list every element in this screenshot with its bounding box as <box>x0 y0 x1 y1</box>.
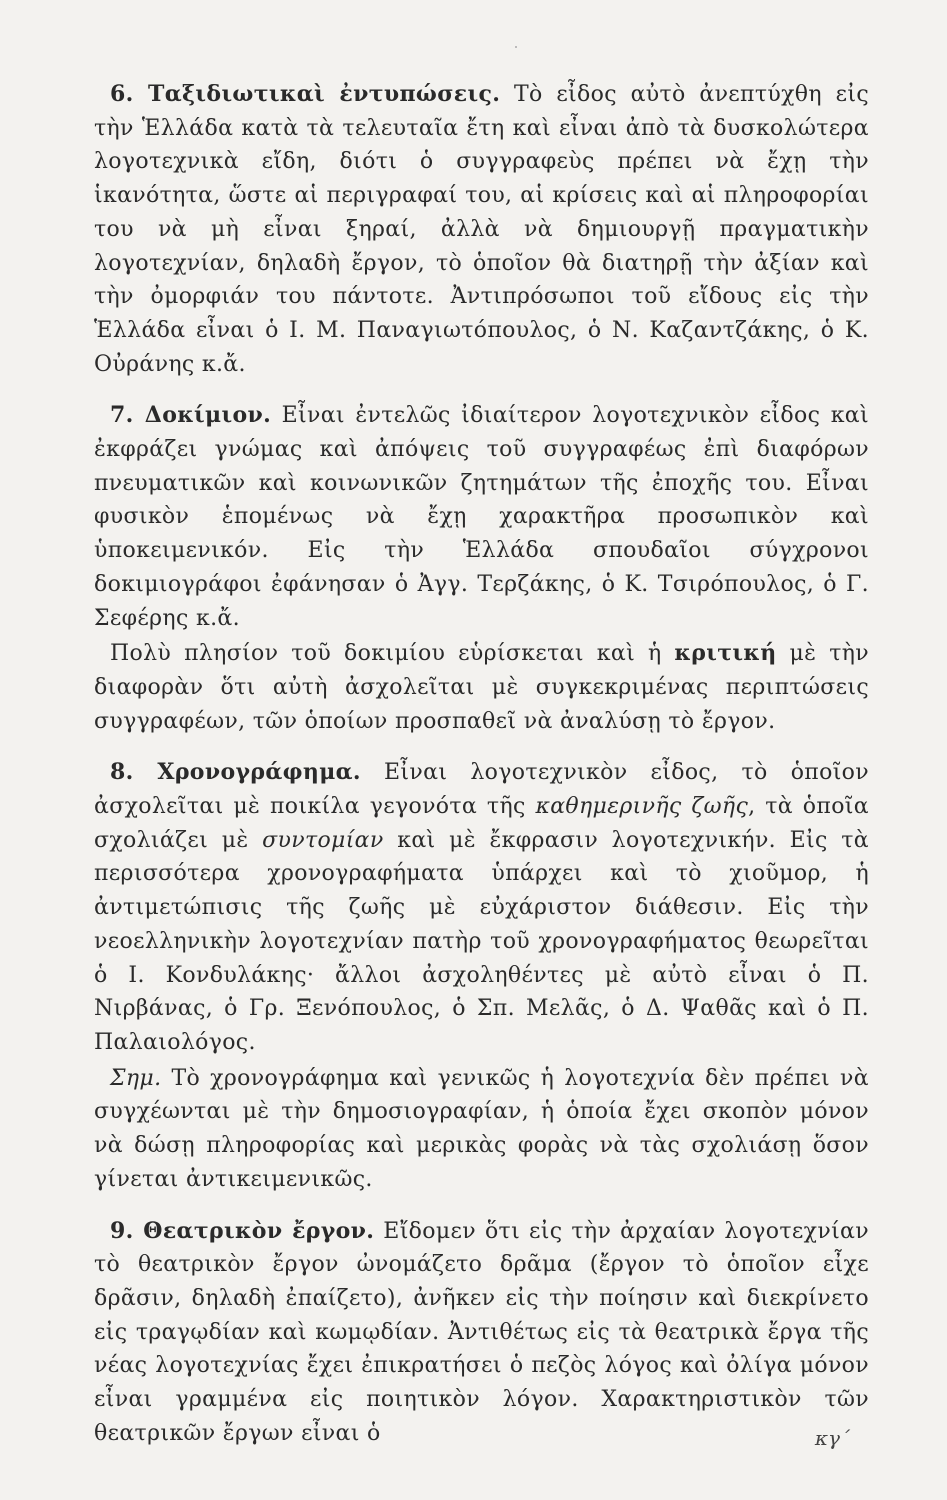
section-7-text: Εἶναι ἐντελῶς ἰδιαίτερον λογοτεχνικὸν εἶδος καὶ ἐκφράζει γνώμας καὶ ἀπόψεις τοῦ συγγραφέως ἐπὶ διαφόρων πνευματικῶν καὶ κοινωνικῶν ζητημάτων τῆς ἐποχῆς του. Εἶναι φυσικὸν ἑπομένως νὰ ἔχῃ χαρακτῆρα προσωπικὸν καὶ ὑποκειμενικόν. Εἰς τὴν Ἑλλάδα σπουδαῖοι σύγχρονοι δοκιμιογράφοι ἐφάνησαν ὁ Ἀγγ. Τερζάκης, ὁ Κ. Τσιρόπουλος, ὁ Γ. Σεφέρης κ.ἄ. <box>94 403 869 631</box>
section-8-paragraph <box>94 756 869 1059</box>
section-7-heading: 7. Δοκίμιον. <box>110 402 272 429</box>
section-6-text: Τὸ εἶδος αὐτὸ ἀνεπτύχθη εἰς τὴν Ἑλλάδα κατὰ τὰ τελευταῖα ἔτη καὶ εἶναι ἀπὸ τὰ δυσκολώτερα λογοτεχνικὰ εἴδη, διότι ὁ συγγραφεὺς πρέπει νὰ ἔχῃ τὴν ἱκανότητα, ὥστε αἱ περιγραφαί του, αἱ κρίσεις καὶ αἱ πληροφορίαι του νὰ μὴ εἶναι ξηραί, ἀλλὰ νὰ δημιουργῇ πραγματικὴν λογοτεχνίαν, δηλαδὴ ἔργον, τὸ ὁποῖον θὰ διατηρῇ τὴν ἀξίαν καὶ τὴν ὀμορφιάν του πάντοτε. Ἀντιπρόσωποι τοῦ εἴδους εἰς τὴν Ἑλλάδα εἶναι ὁ Ι. Μ. Παναγιωτόπουλος, ὁ Ν. Καζαντζάκης, ὁ Κ. Οὐράνης κ.ἄ. <box>94 82 869 377</box>
critique-pre: Πολὺ πλησίον τοῦ δοκιμίου εὑρίσκεται καὶ ἡ <box>110 641 675 667</box>
section-8-text-2: , τὰ ὁποῖα σχολιάζει μὲ <box>94 794 869 853</box>
section-8-heading: 8. Χρονογράφημα. <box>110 759 361 786</box>
page-number: κγ΄ <box>814 1426 850 1450</box>
section-8-text-3: καὶ μὲ ἔκφρασιν λογοτεχνικήν. Εἰς τὰ περισσότερα χρονογραφήματα ὑπάρχει καὶ τὸ χιοῦμορ, ἡ ἀντιμετώπισις τῆς ζωῆς μὲ εὐχάριστον διάθεσιν. Εἰς τὴν νεοελληνικὴν λογοτεχνίαν πατὴρ τοῦ χρονογραφήματος θεωρεῖται ὁ Ι. Κονδυλάκης· ἄλλοι ἀσχοληθέντες μὲ αὐτὸ εἶναι ὁ Π. Νιρβάνας, ὁ Γρ. Ξενόπουλος, ὁ Σπ. Μελᾶς, ὁ Δ. Ψαθᾶς καὶ ὁ Π. Παλαιολόγος. <box>94 827 869 1055</box>
section-6-paragraph <box>94 78 869 381</box>
section-9-paragraph <box>94 1215 869 1451</box>
critique-term: κριτική <box>674 640 777 667</box>
critique-paragraph <box>94 637 869 738</box>
speck <box>515 46 517 48</box>
section-9-text: Εἴδομεν ὅτι εἰς τὴν ἀρχαίαν λογοτεχνίαν τὸ θεατρικὸν ἔργον ὠνομάζετο δρᾶμα (ἔργον τὸ ὁποῖον εἶχε δρᾶσιν, δηλαδὴ ἐπαίζετο), ἀνῆκεν εἰς τὴν ποίησιν καὶ διεκρίνετο εἰς τραγῳδίαν καὶ κωμῳδίαν. Ἀντιθέτως εἰς τὰ θεατρικὰ ἔργα τῆς νέας λογοτεχνίας ἔχει ἐπικρατήσει ὁ πεζὸς λόγος καὶ ὀλίγα μόνον εἶναι γραμμένα εἰς ποιητικὸν λόγον. Χαρακτηριστικὸν τῶν θεατρικῶν ἔργων εἶναι ὁ <box>94 1218 869 1446</box>
section-8-italic-2: συντομίαν <box>262 827 384 853</box>
critique-post: μὲ τὴν διαφορὰν ὅτι αὐτὴ ἀσχολεῖται μὲ συγκεκριμένας περιπτώσεις συγγραφέων, τῶν ὁποίων προσπαθεῖ νὰ ἀναλύσῃ τὸ ἔργον. <box>94 641 870 734</box>
section-9-heading: 9. Θεατρικὸν ἔργον. <box>110 1217 375 1244</box>
note-label: Σημ. <box>110 1065 162 1091</box>
section-8-italic-1: καθημερινῆς ζωῆς <box>535 794 749 820</box>
section-8-text-1: Εἶναι λογοτεχνικὸν εἶδος, τὸ ὁποῖον ἀσχολεῖται μὲ ποικίλα γεγονότα τῆς <box>94 760 869 820</box>
note-paragraph <box>94 1062 869 1197</box>
note-text: Τὸ χρονογράφημα καὶ γενικῶς ἡ λογοτεχνία δὲν πρέπει νὰ συγχέωνται μὲ τὴν δημοσιογραφίαν, ἡ ὁποία ἔχει σκοπὸν μόνον νὰ δώσῃ πληροφορίας καὶ μερικὰς φορὰς νὰ τὰς σχολιάσῃ ὅσον γίνεται ἀντικειμενικῶς. <box>94 1065 869 1192</box>
section-6-heading: 6. Ταξιδιωτικαὶ ἐντυπώσεις. <box>110 81 501 107</box>
section-7-paragraph <box>94 399 869 635</box>
